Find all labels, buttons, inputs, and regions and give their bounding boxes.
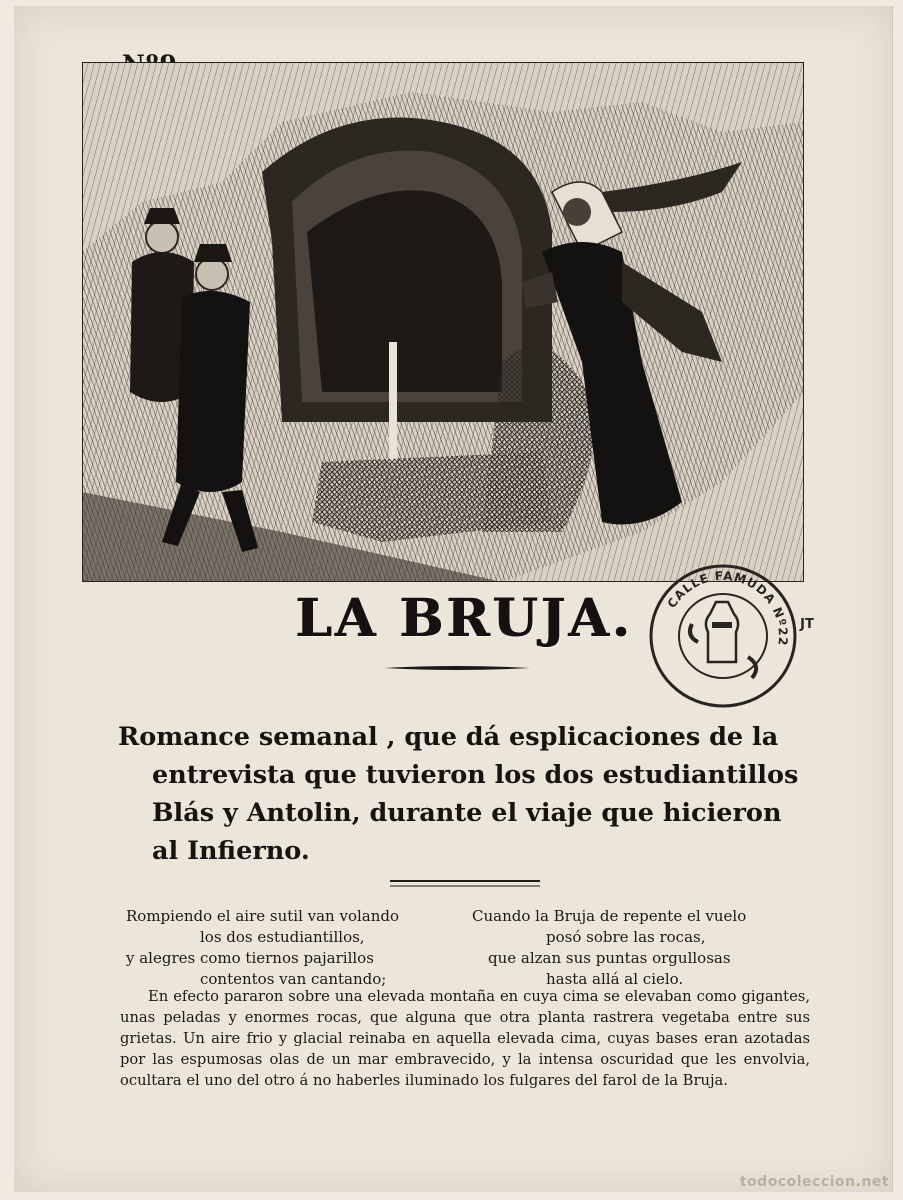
watermark-text: todocoleccion [739, 1174, 856, 1190]
verse-column-right [472, 906, 812, 990]
woodcut-illustration [82, 62, 804, 582]
subtitle-line: entrevista que tuvieron los dos estudiantillos [152, 760, 799, 790]
library-stamp [648, 562, 798, 710]
verse-line: que alzan sus puntas orgullosas [488, 949, 731, 967]
verse-line: Cuando la Bruja de repente el vuelo [472, 907, 747, 925]
verse-line: hasta allá al cielo. [546, 970, 684, 988]
verse-column-left [126, 906, 466, 990]
document-title: LA BRUJA. [296, 588, 634, 649]
prose-paragraph-block [120, 986, 810, 1091]
subtitle-line: Blás y Antolin, durante el viaje que hicieron [152, 798, 782, 828]
watermark: todocoleccion.net [739, 1174, 889, 1190]
stamp-initials: JT [800, 617, 814, 632]
watermark-domain: net [861, 1174, 889, 1190]
subtitle-line: al Infierno. [152, 836, 310, 866]
prose-paragraph: En efecto pararon sobre una elevada montaña en cuya cima se elevaban como gigantes, unas peladas y enormes rocas, que alguna que otra planta rastrera vegetaba entre sus grietas. Un aire frio y glacial reinaba en aquella elevada cima, cuyas bases eran azotadas por las espumosas olas de un mar embravecido, y la intensa oscuridad que les envolvia, ocultara el uno del otro á no haberles iluminado los fulgares del farol de la Bruja. [120, 988, 810, 1089]
verse-line: los dos estudiantillos, [200, 928, 365, 946]
verse-line: contentos van cantando; [200, 970, 387, 988]
subtitle-divider [390, 878, 540, 890]
verse-line: y alegres como tiernos pajarillos [126, 949, 374, 967]
document-page [14, 6, 893, 1192]
verse-line: Rompiendo el aire sutil van volando [126, 907, 400, 925]
title-divider [384, 660, 530, 676]
subtitle-line: Romance semanal , que dá esplicaciones de la [118, 722, 779, 752]
subtitle-block [118, 718, 818, 870]
svg-text:CALLE FAMUDA Nº22: CALLE FAMUDA Nº22 [664, 568, 791, 648]
verse-line: posó sobre las rocas, [546, 928, 706, 946]
